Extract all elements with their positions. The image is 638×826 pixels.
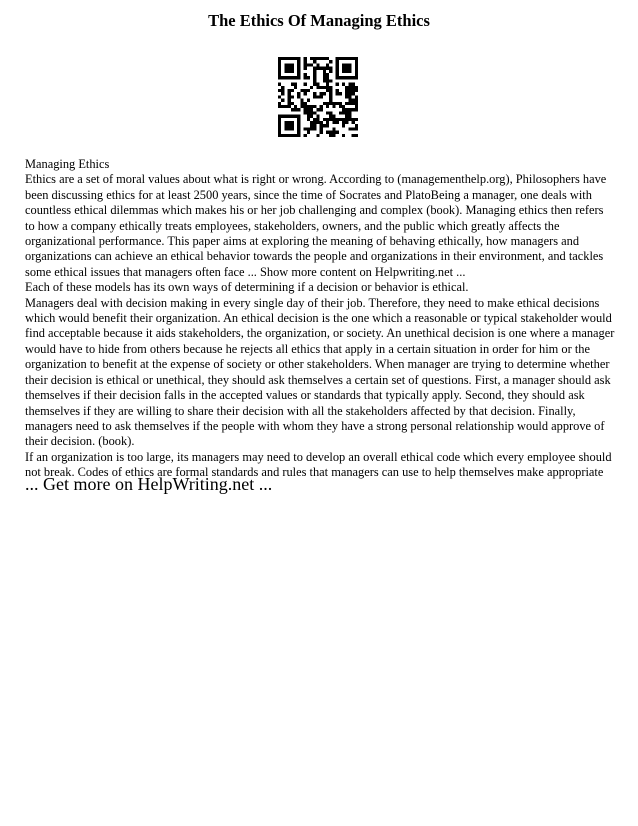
paragraph: If an organization is too large, its managers may need to develop an overall ethical code which every employee should not break. Codes of ethics are formal standards and rules that managers can use to help themselves make appropriate bbox=[25, 449, 612, 480]
qr-code-icon bbox=[278, 57, 358, 137]
document-body bbox=[25, 157, 615, 481]
paragraph-heading: Managing Ethics bbox=[25, 157, 110, 171]
get-more-link[interactable]: ... Get more on HelpWriting.net ... bbox=[25, 474, 273, 494]
document-title: The Ethics Of Managing Ethics bbox=[208, 11, 430, 30]
paragraph: Managers deal with decision making in every single day of their job. Therefore, they need to make ethical decisions which would benefit their organization. An ethical decision is the one which a reasonable or typical stakeholder would find acceptable because it aids stakeholders, the organization, or society. An unethical decision is one where a manager would have to hide from others because he rejects all ethics that apply in a certain situation in order for him or the organization to benefit at the expense of society or other stakeholders. When manager are trying to determine whether their decision is ethical or unethical, they should ask themselves a certain set of questions. First, a manager should ask themselves if their decision falls in the accepted values or standards that typically apply. Second, they should ask themselves if they are willing to share their decision with all the stakeholders affected by that decision. Finally, managers need to ask themselves if the people with whom they have a strong personal relationship would approve of their decision. (book). bbox=[25, 295, 615, 449]
paragraph: Each of these models has its own ways of determining if a decision or behavior is ethical. bbox=[25, 280, 469, 295]
paragraph: Ethics are a set of moral values about what is right or wrong. According to (managementhelp.org), Philosophers have been discussing ethics for at least 2500 years, since the time of Socrates and PlatoBeing a manager, one deals with countless ethical dilemmas which makes his or her job challenging and complex (book). Managing ethics then refers to how a company ethically treats employees, stakeholders, owners, and the public which greatly affects the organizational performance. This paper aims at exploring the meaning of behaving ethically, how managers and organizations can achieve an ethical behavior towards the people and organizations in their environment, and tackles some ethical issues that managers often face ... Show more content on Helpwriting.net ... bbox=[25, 172, 607, 279]
